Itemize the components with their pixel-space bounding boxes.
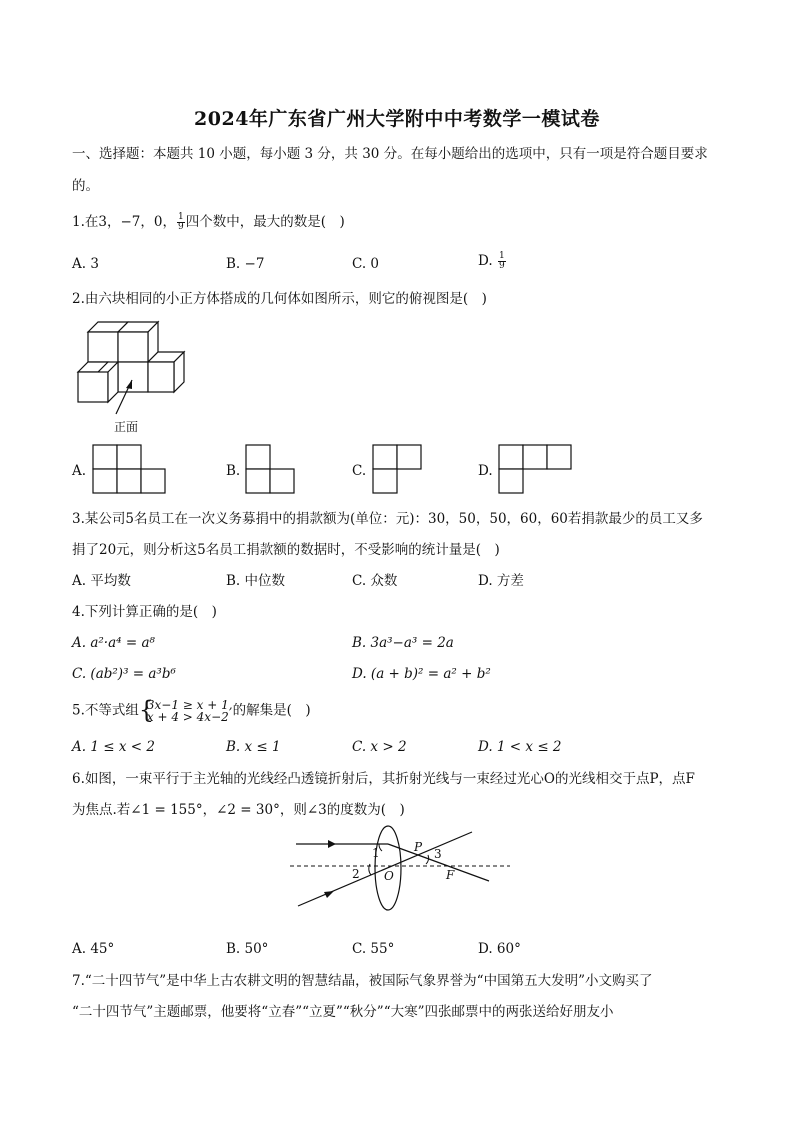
q5-prefix: 5.不等式组: [72, 702, 139, 719]
section-heading-line2: 的。: [72, 178, 99, 194]
q1-option-a: A. 3: [72, 256, 99, 272]
q2-option-b-figure: [245, 444, 297, 496]
q5-row2: x + 4 > 4x−2: [146, 710, 229, 724]
q1-suffix: 四个数中，最大的数是( ): [185, 214, 345, 230]
q3-option-d: D. 方差: [478, 573, 524, 589]
q6-option-c: C. 55°: [352, 941, 395, 957]
question-4: 4.下列计算正确的是( ): [72, 604, 217, 620]
angle-1-label: 1: [372, 846, 380, 860]
question-2: 2.由六块相同的小正方体搭成的几何体如图所示，则它的俯视图是( ): [72, 291, 487, 307]
point-p-label: P: [414, 840, 423, 854]
q5-option-d: D. 1 < x ≤ 2: [478, 739, 562, 755]
question-7-line2: “二十四节气”主题邮票，他要将“立春”“立夏”“秋分”“大寒”四张邮票中的两张送给好朋友小: [72, 1004, 614, 1020]
q1-option-d-label: D.: [478, 253, 497, 269]
q5-inequality-system: [138, 696, 233, 724]
angle-2-label: 2: [352, 867, 360, 881]
q5-suffix: 的解集是( ): [232, 702, 311, 719]
q1-option-b: B. −7: [226, 256, 265, 272]
question-3-line2: 捐了20元，则分析这5名员工捐款额的数据时，不受影响的统计量是( ): [72, 542, 500, 558]
q2-option-d-label: D.: [478, 463, 493, 479]
q3-option-a: A. 平均数: [72, 573, 131, 589]
q2-option-a-figure: [92, 444, 166, 496]
q5-row1: 3x−1 ≥ x + 1,: [146, 698, 233, 712]
q5-option-b: B. x ≤ 1: [226, 739, 281, 755]
brace-glyph: {: [138, 696, 155, 724]
q6-option-a: A. 45°: [72, 941, 115, 957]
q5-option-a: A. 1 ≤ x < 2: [72, 739, 155, 755]
q1-frac-num: 1: [177, 212, 184, 222]
point-o-label: O: [384, 869, 394, 883]
q2-option-a-label: A.: [72, 463, 87, 479]
question-3-line1: 3.某公司5名员工在一次义务募捐中的捐款额为(单位：元)：30，50，50，60，60若捐款最少的员工又多: [72, 511, 703, 527]
q1-option-d: [478, 252, 507, 271]
q1-option-d-den: 9: [498, 261, 505, 271]
q1-option-c: C. 0: [352, 256, 380, 272]
question-5: [72, 696, 311, 724]
q3-option-c: C. 众数: [352, 573, 398, 589]
q1-option-d-num: 1: [498, 251, 505, 261]
point-f-label: F: [446, 868, 455, 882]
q2-option-c-label: C.: [352, 463, 367, 479]
q4-option-b: B. 3a³−a³ = 2a: [352, 635, 454, 651]
q6-option-d: D. 60°: [478, 941, 521, 957]
q1-frac-den: 9: [177, 222, 184, 232]
page-title: 2024年广东省广州大学附中中考数学一模试卷: [194, 108, 600, 130]
q2-option-b-label: B.: [226, 463, 241, 479]
cube-solid-figure: [70, 318, 190, 438]
q4-option-a: A. a²·a⁴ = a⁸: [72, 635, 155, 651]
question-6-line1: 6.如图，一束平行于主光轴的光线经凸透镜折射后，其折射光线与一束经过光心O的光线相交于点P，点F: [72, 771, 695, 787]
q3-option-b: B. 中位数: [226, 573, 286, 589]
q4-option-d: D. (a + b)² = a² + b²: [352, 666, 491, 682]
q2-option-c-figure: [372, 444, 424, 496]
q2-option-d-figure: [498, 444, 574, 496]
front-label: 正面: [114, 420, 139, 434]
lens-diagram: [286, 824, 516, 916]
q1-option-d-fraction: [498, 252, 506, 271]
q1-prefix: 1.在3，−7，0，: [72, 214, 176, 230]
q1-fraction: [177, 213, 185, 232]
question-7-line1: 7.“二十四节气”是中华上古农耕文明的智慧结晶，被国际气象界誉为“中国第五大发明”小文购买了: [72, 973, 653, 989]
q6-option-b: B. 50°: [226, 941, 269, 957]
q4-option-c: C. (ab²)³ = a³b⁶: [72, 666, 176, 682]
question-1: [72, 213, 345, 232]
section-heading-line1: 一、选择题：本题共 10 小题，每小题 3 分，共 30 分。在每小题给出的选项中，只有一项是符合题目要求: [72, 146, 708, 162]
q5-option-c: C. x > 2: [352, 739, 407, 755]
question-6-line2: 为焦点.若∠1 = 155°，∠2 = 30°，则∠3的度数为( ): [72, 802, 405, 818]
angle-3-label: 3: [434, 847, 442, 861]
